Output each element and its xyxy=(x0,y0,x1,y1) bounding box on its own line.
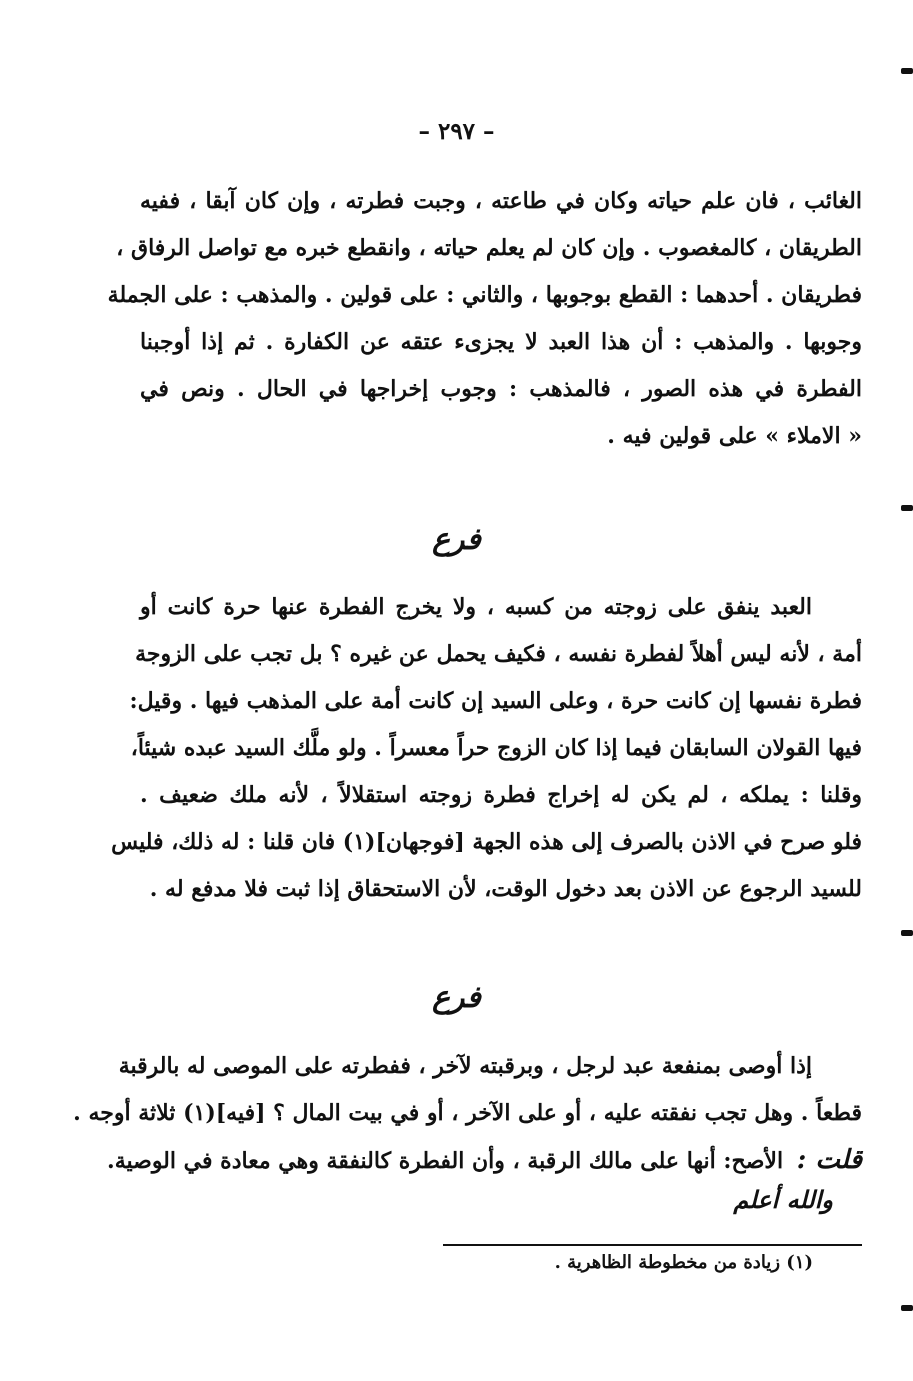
margin-mark xyxy=(901,505,913,511)
margin-mark xyxy=(901,68,913,74)
footnote-divider xyxy=(443,1244,862,1246)
text-line: فطرة نفسها إن كانت حرة ، وعلى السيد إن كانت أمة على المذهب فيها . وقيل: xyxy=(129,688,862,714)
footnote: (١) زيادة من مخطوطة الظاهرية . xyxy=(554,1252,813,1273)
section-heading-2: فرع xyxy=(432,980,481,1015)
text-line: إذا أوصى بمنفعة عبد لرجل ، وبرقبته لآخر ، ففطرته على الموصى له بالرقبة xyxy=(118,1053,812,1079)
text-line: وجوبها . والمذهب : أن هذا العبد لا يجزىء عتقه عن الكفارة . ثم إذا أوجبنا xyxy=(140,329,862,355)
paragraph-2 xyxy=(111,584,862,913)
paragraph-1 xyxy=(107,178,862,460)
text-line: أمة ، لأنه ليس أهلاً لفطرة نفسه ، فكيف يحمل عن غيره ؟ بل تجب على الزوجة xyxy=(135,641,862,667)
text-line: العبد ينفق على زوجته من كسبه ، ولا يخرج الفطرة عنها حرة كانت أو xyxy=(140,594,812,620)
text-line: فيها القولان السابقان فيما إذا كان الزوج حراً معسراً . ولو ملَّك السيد عبده شيئاً، xyxy=(130,735,862,761)
qult-text: الأصح: أنها على مالك الرقبة ، وأن الفطرة كالنفقة وهي معادة في الوصية. xyxy=(107,1148,784,1174)
section-heading-1: فرع xyxy=(432,522,481,557)
text-line: وقلنا : يملكه ، لم يكن له إخراج فطرة زوجته استقلالاً ، لأنه ملك ضعيف . xyxy=(140,782,862,808)
text-line: قطعاً . وهل تجب نفقته عليه ، أو على الآخر ، أو في بيت المال ؟ [فيه](١) ثلاثة أوجه . xyxy=(73,1100,862,1126)
page-number: – ٢٩٧ – xyxy=(418,118,495,145)
text-line: للسيد الرجوع عن الاذن بعد دخول الوقت، لأن الاستحقاق إذا ثبت فلا مدفع له . xyxy=(149,876,862,902)
text-line: الغائب ، فان علم حياته وكان في طاعته ، وجبت فطرته ، وإن كان آبقا ، ففيه xyxy=(140,188,862,214)
closing-phrase: والله أعلم xyxy=(733,1185,833,1214)
qult-word: قلت : xyxy=(796,1145,862,1175)
margin-mark xyxy=(901,1305,913,1311)
qult-line xyxy=(107,1137,862,1184)
text-line: فطريقان . أحدهما : القطع بوجوبها ، والثاني : على قولين . والمذهب : على الجملة xyxy=(107,282,862,308)
text-line: الطريقان ، كالمغصوب . وإن كان لم يعلم حياته ، وانقطع خبره مع تواصل الرفاق ، xyxy=(116,235,862,261)
margin-mark xyxy=(901,930,913,936)
text-line: فلو صرح في الاذن بالصرف إلى هذه الجهة [فوجهان](١) فان قلنا : له ذلك، فليس xyxy=(111,829,862,855)
text-line: « الاملاء » على قولين فيه . xyxy=(607,423,862,449)
text-line: الفطرة في هذه الصور ، فالمذهب : وجوب إخراجها في الحال . ونص في xyxy=(140,376,862,402)
paragraph-3 xyxy=(73,1043,862,1184)
